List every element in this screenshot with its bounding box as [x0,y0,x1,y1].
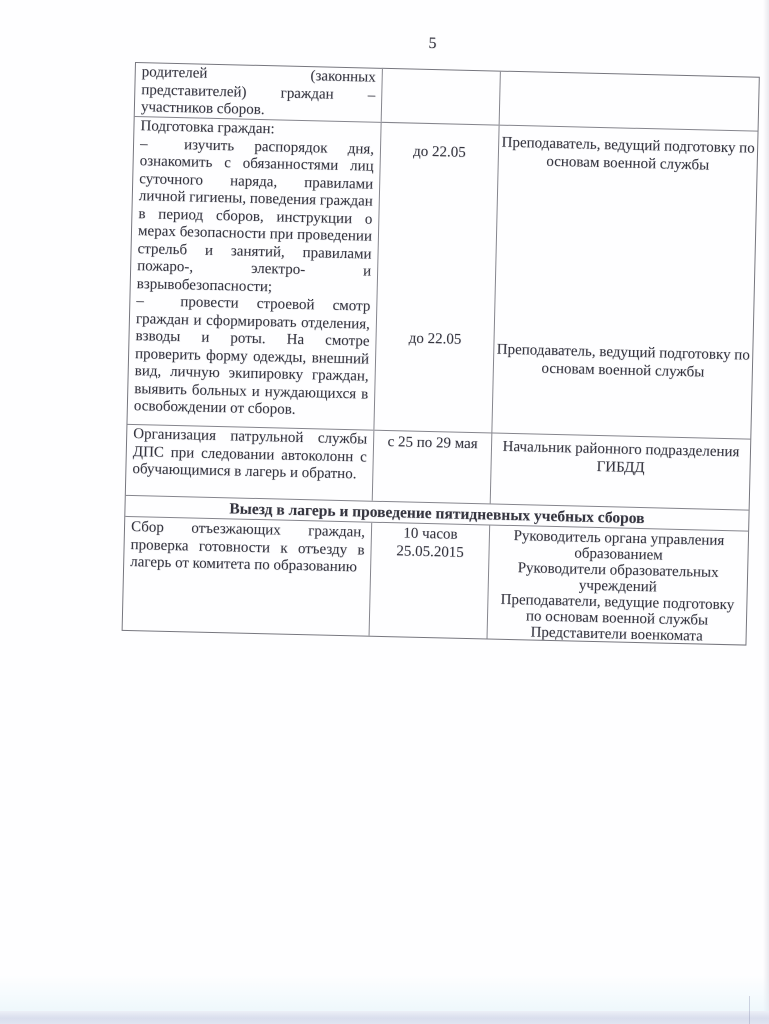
table-row-dps-patrol [126,424,750,510]
page-number: 5 [428,34,437,53]
responsible-value-2: Преподаватель, ведущий подготовку по основам военной службы [496,341,751,380]
activity-bullet-2 [134,293,371,421]
activity-text: родителей (законных представителей) граждан – участников сборов. [140,64,376,119]
date-cell [382,69,501,125]
bullet-dash: – [136,293,145,310]
scan-paper-edge-line [749,996,751,1024]
date-cell [374,123,499,433]
activity-heading: Подготовка граждан: [140,118,275,138]
responsible-line: Преподаватели, ведущие подготовку по основам военной службы [500,591,735,629]
activity-cell [135,63,383,122]
table-row-preparation [127,116,757,439]
date-line-2: 25.05.2015 [396,542,464,561]
activity-cell [127,117,381,430]
section-header-title: Выезд в лагерь и проведение пятидневных учебных сборов [229,500,645,528]
activity-bullet-1-text: изучить распорядок дня, ознакомить с обязанностями лиц суточного наряда, правилами личной гигиены, поведения граждан в период сборов, инструкции о мерах безопасности при проведении стрельб и занятий, правилами пожаро-, электро- и взрывобезопасности; [136,136,375,295]
activity-text: Сбор отъезжающих граждан, проверка готовности к отъезду в лагерь от комитета по образованию [130,519,366,576]
table-row-departure [123,516,749,645]
page-content [122,34,762,646]
responsible-line: Представители военкомата [530,624,703,645]
date-cell: с 25 по 29 мая [373,431,493,504]
activity-text: Организация патрульной службы ДПС при следовании автоколонн с обучающимися в лагерь и обратно. [132,426,368,483]
responsible-cell [488,525,749,644]
activity-bullet-2-text: провести строевой смотр граждан и сформировать отделения, взводы и роты. На смотре проверить форму одежды, внешний вид, личную экипировку граждан, выявить больных и нуждающихся в освобождении от сборов. [133,294,371,418]
responsible-value-1: Преподаватель, ведущий подготовку по основам военной службы [501,134,755,174]
responsible-cell [492,126,757,439]
activity-cell [123,517,373,636]
responsible-cell [500,72,759,131]
date-value-2: до 22.05 [408,330,462,348]
bullet-dash: – [139,135,148,152]
responsible-cell: Начальник районного подразделения ГИБДД [502,438,740,476]
scan-right-edge-shadow [763,0,769,1024]
date-line-1: 10 часов [403,525,458,543]
responsible-line: Руководители образовательных учреждений [517,560,719,596]
responsible-line: Руководитель органа управления образованием [513,528,725,564]
date-cell [370,523,491,639]
activity-cell [126,425,375,501]
date-value-1: до 22.05 [412,143,466,161]
activity-bullet-1 [137,136,375,299]
scan-bottom-edge-band [0,1011,769,1024]
scan-bottom-glow [0,975,769,1011]
schedule-table [122,62,760,646]
